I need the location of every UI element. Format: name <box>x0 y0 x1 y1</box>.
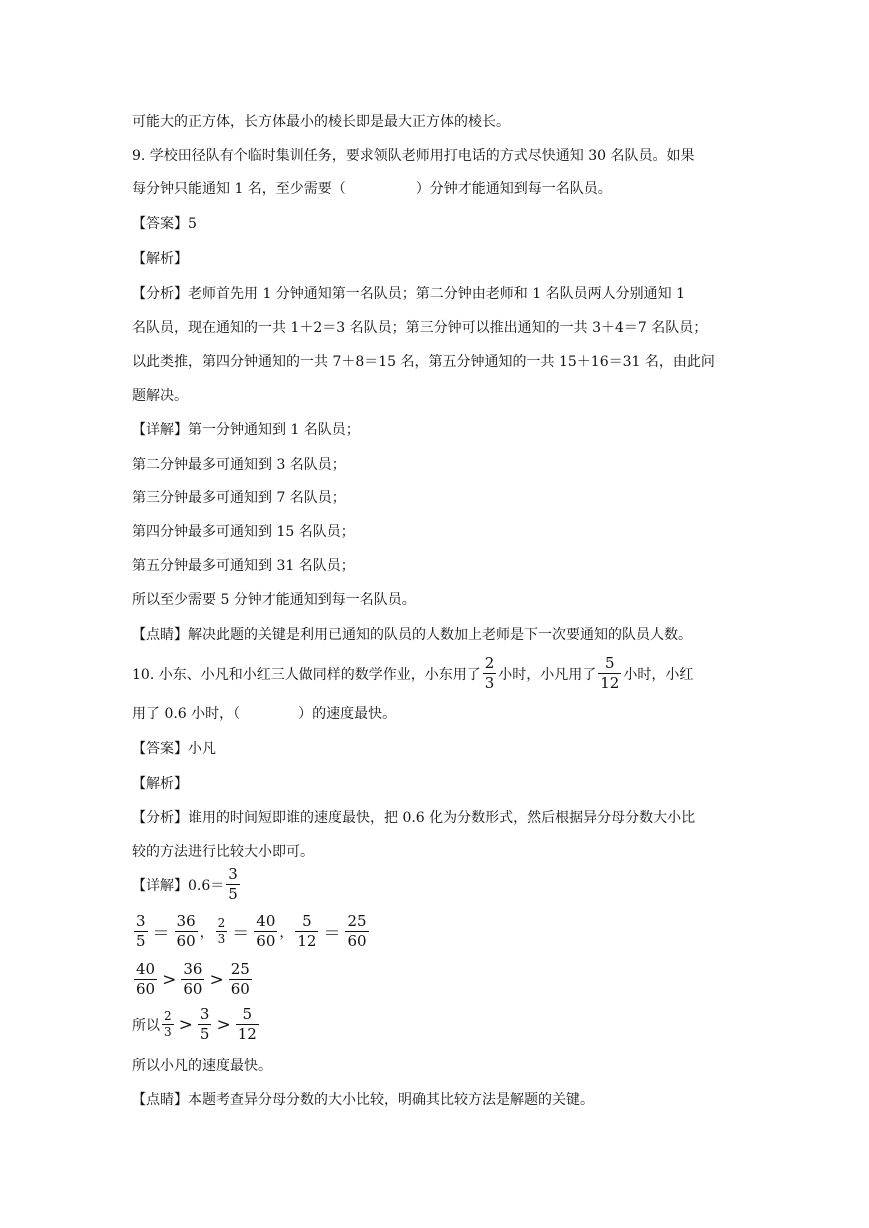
q9-analysis-tag: 【解析】 <box>132 251 188 267</box>
numerator: 40 <box>256 912 276 930</box>
q9-stem-line2 <box>132 179 612 199</box>
numerator: 3 <box>136 912 146 930</box>
denominator: 3 <box>217 932 226 946</box>
fraction-2-3 <box>216 917 228 946</box>
q10-fenxi-line1: 【分析】谁用的时间短即谁的速度最快，把 0.6 化为分数形式，然后根据异分母分数大小比 <box>132 810 696 826</box>
numerator: 3 <box>228 865 238 883</box>
q8-tail-line: 可能大的正方体，长方体最小的棱长即是最大正方体的棱长。 <box>132 114 510 130</box>
denominator: 12 <box>297 932 317 950</box>
q9-detail-line6: 所以至少需要 5 分钟才能通知到每一名队员。 <box>132 592 416 608</box>
numerator: 25 <box>347 912 367 930</box>
q10-stem-text-b: 小时，小凡用了 <box>498 666 597 683</box>
numerator: 5 <box>605 654 615 672</box>
denominator: 12 <box>600 674 620 692</box>
q10-conclusion: 所以小凡的速度最快。 <box>132 1058 272 1074</box>
q9-stem-line1: 9. 学校田径队有个临时集训任务，要求领队老师用打电话的方式尽快通知 30 名队员。如果 <box>132 148 695 164</box>
denominator: 60 <box>256 932 276 950</box>
numerator: 2 <box>484 654 495 672</box>
q10-fenxi-line2: 较的方法进行比较大小即可。 <box>132 844 314 860</box>
fraction-5-12 <box>236 1006 259 1043</box>
fraction-5-12 <box>295 913 318 950</box>
q9-fenxi-line1: 【分析】老师首先用 1 分钟通知第一名队员；第二分钟由老师和 1 名队员两人分别通知 1 <box>132 286 685 302</box>
comma: ， <box>279 924 294 941</box>
fraction-2-3 <box>162 1010 174 1039</box>
denominator: 5 <box>228 885 238 903</box>
comma: ， <box>199 924 214 941</box>
q10-detail-prefix: 【详解】0.6＝ <box>132 877 225 894</box>
fraction-40-60 <box>134 961 157 998</box>
numerator: 40 <box>136 960 156 978</box>
denominator: 60 <box>136 980 156 998</box>
denominator: 5 <box>136 932 146 950</box>
denominator: 3 <box>164 1025 172 1039</box>
q10-stem-line2 <box>132 704 396 724</box>
fraction-2-3 <box>483 655 497 692</box>
numerator: 36 <box>176 912 196 930</box>
numerator: 3 <box>199 1005 210 1023</box>
numerator: 2 <box>217 916 226 930</box>
q10-stem-text-e: ）的速度最快。 <box>298 706 397 722</box>
q9-detail-line3: 第三分钟最多可通知到 7 名队员； <box>132 490 346 506</box>
q9-fenxi-line2: 名队员，现在通知的一共 1＋2＝3 名队员；第三分钟可以推出通知的一共 3＋4＝7 名队员； <box>132 320 708 336</box>
denominator: 60 <box>230 980 250 998</box>
denominator: 60 <box>183 980 203 998</box>
q10-stem-text-c: 小时，小红 <box>623 666 694 683</box>
fraction-25-60 <box>229 961 252 998</box>
q10-analysis-tag: 【解析】 <box>132 776 188 792</box>
numerator: 36 <box>183 960 203 978</box>
denominator: 3 <box>484 674 495 692</box>
numerator: 5 <box>242 1005 252 1023</box>
q10-detail-line2 <box>132 913 371 950</box>
q9-detail-line2: 第二分钟最多可通知到 3 名队员； <box>132 457 346 473</box>
q9-comment: 【点睛】解决此题的关键是利用已通知的队员的人数加上老师是下一次要通知的队员人数。 <box>132 627 692 643</box>
q10-detail-line1 <box>132 866 242 903</box>
numerator: 25 <box>230 960 250 978</box>
q10-detail-line3 <box>132 961 254 998</box>
so-prefix: 所以 <box>132 1017 160 1034</box>
q10-comment: 【点睛】本题考查异分母分数的大小比较，明确其比较方法是解题的关键。 <box>132 1092 594 1108</box>
greater-than-sign: > <box>162 969 177 990</box>
fraction-36-60 <box>175 913 198 950</box>
denominator: 60 <box>176 932 196 950</box>
q10-answer: 【答案】小凡 <box>132 741 216 757</box>
fraction-25-60 <box>345 913 368 950</box>
q10-stem-text-a: 10. 小东、小凡和小红三人做同样的数学作业，小东用了 <box>132 666 481 683</box>
denominator: 60 <box>347 932 367 950</box>
q9-detail-line5: 第五分钟最多可通知到 31 名队员； <box>132 558 355 574</box>
equals-sign: ＝ <box>232 924 250 944</box>
greater-than-sign: > <box>178 1014 193 1035</box>
greater-than-sign: > <box>209 969 224 990</box>
fraction-3-5 <box>226 866 240 903</box>
equals-sign: ＝ <box>152 924 170 944</box>
fraction-3-5 <box>134 913 148 950</box>
q9-answer: 【答案】5 <box>132 216 197 232</box>
equals-sign: ＝ <box>323 924 341 944</box>
greater-than-sign: > <box>216 1014 231 1035</box>
fraction-5-12 <box>598 655 621 692</box>
fraction-3-5 <box>198 1006 212 1043</box>
q10-stem-text-d: 用了 0.6 小时，（ <box>132 706 241 722</box>
denominator: 5 <box>199 1025 210 1043</box>
denominator: 12 <box>237 1025 257 1043</box>
q10-stem-line1 <box>132 655 693 692</box>
q9-fenxi-line4: 题解决。 <box>132 388 188 404</box>
q9-detail-line1: 【详解】第一分钟通知到 1 名队员； <box>132 422 360 438</box>
fraction-36-60 <box>181 961 204 998</box>
numerator: 2 <box>164 1009 172 1023</box>
numerator: 5 <box>302 912 312 930</box>
q9-stem-text-b: ）分钟才能通知到每一名队员。 <box>415 181 612 197</box>
q9-detail-line4: 第四分钟最多可通知到 15 名队员； <box>132 524 355 540</box>
q9-stem-text-a: 每分钟只能通知 1 名，至少需要（ <box>132 181 346 197</box>
q9-fenxi-line3: 以此类推，第四分钟通知的一共 7＋8＝15 名，第五分钟通知的一共 15＋16＝31 名，由此问 <box>132 354 715 370</box>
q10-detail-line4 <box>132 1006 261 1043</box>
fraction-40-60 <box>254 913 277 950</box>
